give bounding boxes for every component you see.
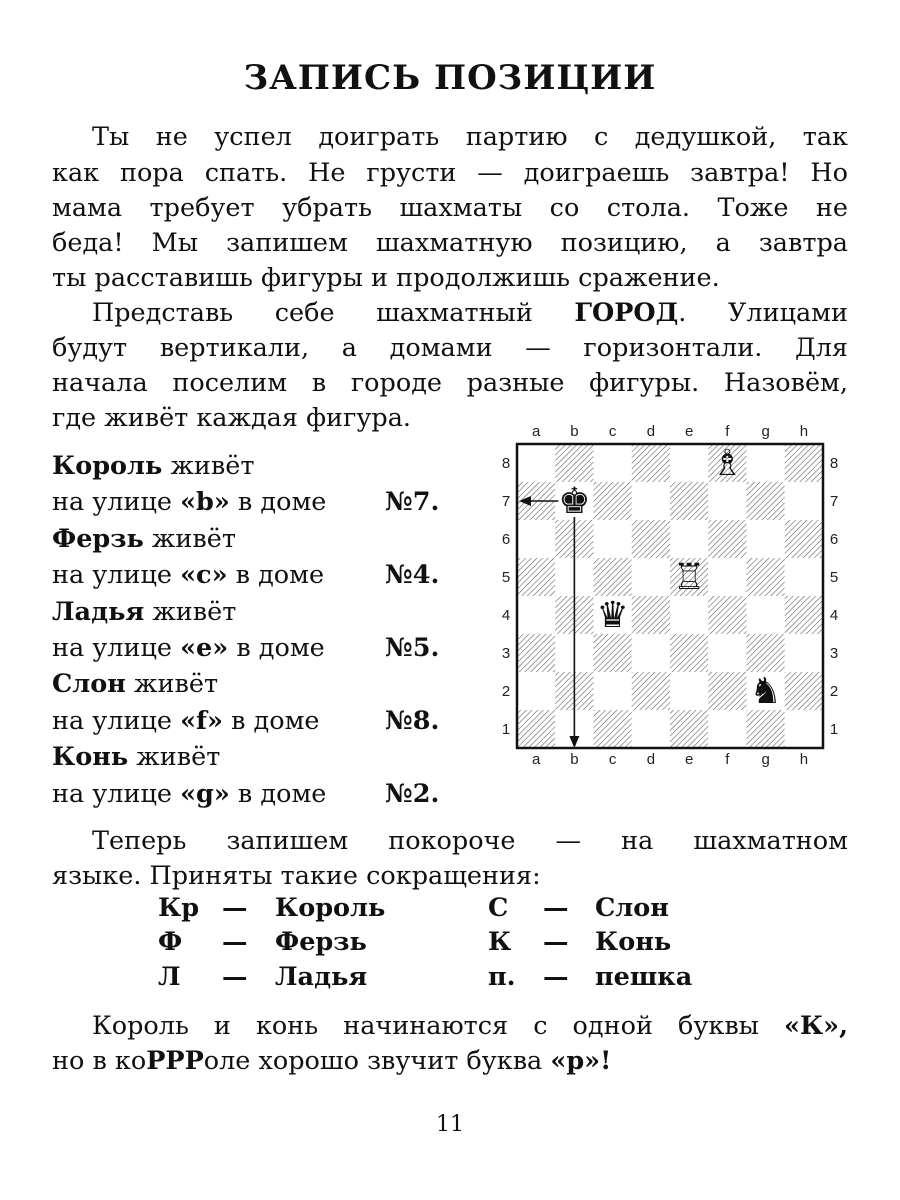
piece-address-line (52, 703, 472, 740)
piece-name: Слон (52, 669, 126, 700)
piece-address-line (52, 484, 472, 521)
file-label-top: c (608, 423, 617, 440)
street-letter: «c» (180, 560, 228, 591)
file-label-top: a (531, 423, 541, 440)
board-square-h1 (785, 710, 823, 748)
abbreviation: К (488, 927, 512, 957)
file-label-top: b (570, 423, 579, 440)
board-square-f3 (708, 634, 746, 672)
text-line: где живёт каждая фигура. (52, 403, 412, 433)
file-label-bottom: g (761, 751, 770, 768)
board-square-a4 (517, 596, 555, 634)
file-label-bottom: e (684, 751, 694, 768)
board-square-h3 (785, 634, 823, 672)
board-square-h4 (785, 596, 823, 634)
rank-label-left: 6 (501, 531, 511, 548)
board-square-d3 (632, 634, 670, 672)
piece-name-line (52, 521, 236, 558)
board-square-h5 (785, 558, 823, 596)
rank-label-right: 8 (829, 455, 839, 472)
abbreviation: Ф (158, 927, 183, 957)
board-square-a3 (517, 634, 555, 672)
abbreviation-dash: — (543, 893, 569, 923)
street-letter: «b» (180, 487, 230, 518)
file-label-top: f (725, 423, 730, 440)
board-square-d6 (632, 520, 670, 558)
board-square-e7 (670, 482, 708, 520)
abbreviation-meaning: пешка (595, 962, 693, 992)
board-square-g6 (747, 520, 785, 558)
text-span: живёт (128, 742, 221, 773)
text-span: . Улицами (678, 298, 848, 328)
board-square-e1 (670, 710, 708, 748)
bold-letter-k: «К», (784, 1011, 848, 1041)
piece-name-line (52, 448, 254, 485)
piece-name: Ферзь (52, 523, 144, 554)
board-square-e2 (670, 672, 708, 710)
board-square-e6 (670, 520, 708, 558)
board-square-f5 (708, 558, 746, 596)
text-line: начала поселим в городе разные фигуры. Назовём, (52, 368, 848, 398)
board-square-d7 (632, 482, 670, 520)
rank-label-left: 5 (501, 569, 511, 586)
street-letter: «e» (180, 633, 229, 663)
file-label-bottom: c (608, 751, 617, 768)
chess-diagram (490, 418, 850, 778)
text-line: языке. Приняты такие сокращения: (52, 861, 541, 891)
abbreviation: С (488, 893, 509, 923)
board-square-f2 (708, 672, 746, 710)
abbreviation-meaning: Ферзь (275, 927, 367, 957)
text-span: на улице (52, 487, 181, 518)
text-span: на улице (52, 560, 181, 591)
rank-label-right: 6 (829, 531, 839, 548)
bold-rrr: РРР (146, 1046, 204, 1076)
board-square-b8 (555, 444, 593, 482)
abbreviation-dash: — (222, 962, 248, 992)
abbreviation-meaning: Король (275, 893, 386, 923)
text-span: в доме (228, 633, 325, 663)
board-square-f4 (708, 596, 746, 634)
board-square-f7 (708, 482, 746, 520)
file-label-bottom: b (570, 751, 579, 768)
text-span: Король и конь начинаются с одной буквы (92, 1011, 785, 1041)
file-label-bottom: f (725, 751, 730, 768)
board-square-h2 (785, 672, 823, 710)
text-span: но в ко (52, 1046, 147, 1076)
board-square-g1 (747, 710, 785, 748)
file-label-bottom: a (531, 751, 541, 768)
abbreviation: Кр (158, 893, 200, 923)
piece-address-line (52, 776, 472, 813)
rank-label-right: 7 (829, 493, 839, 510)
board-square-g5 (747, 558, 785, 596)
text-line: Теперь запишем покороче — на шахматном (92, 826, 848, 856)
chess-board (490, 418, 850, 778)
street-letter: «g» (180, 778, 230, 809)
text-span: в доме (222, 705, 320, 736)
black-king-icon: ♚ (558, 481, 591, 522)
rank-label-right: 2 (829, 683, 839, 700)
white-rook-icon: ♖ (672, 557, 706, 598)
piece-address-line (52, 557, 472, 594)
text-line (52, 1044, 848, 1078)
house-number: №5. (385, 633, 440, 663)
rank-label-left: 2 (501, 683, 511, 700)
text-span: на улице (52, 778, 181, 809)
board-square-c8 (594, 444, 632, 482)
board-square-e3 (670, 634, 708, 672)
file-label-top: d (646, 423, 656, 440)
house-number: №7. (385, 487, 440, 518)
text-line: мама требует убрать шахматы со стола. Тоже не (52, 193, 848, 223)
text-line: Ты не успел доиграть партию с дедушкой, так (92, 122, 848, 152)
abbreviation-meaning: Ладья (275, 962, 368, 992)
abbreviation-dash: — (222, 927, 248, 957)
text-span: на улице (52, 705, 181, 736)
text-line: будут вертикали, а домами — горизонтали. Для (52, 333, 848, 363)
file-label-top: h (799, 423, 809, 440)
text-line (52, 296, 848, 330)
board-square-h7 (785, 482, 823, 520)
rank-label-left: 1 (501, 721, 511, 738)
page-title: ЗАПИСЬ ПОЗИЦИИ (243, 58, 657, 98)
text-line: ты расставишь фигуры и продолжишь сражение. (52, 263, 720, 293)
board-square-c7 (594, 482, 632, 520)
board-square-g7 (747, 482, 785, 520)
text-span: в доме (229, 778, 327, 809)
board-square-c5 (594, 558, 632, 596)
abbreviation-dash: — (222, 893, 248, 923)
white-bishop-icon: ♗ (711, 443, 744, 484)
board-square-g8 (747, 444, 785, 482)
board-square-d8 (632, 444, 670, 482)
board-square-c2 (594, 672, 632, 710)
board-square-a5 (517, 558, 555, 596)
board-square-g3 (747, 634, 785, 672)
rank-label-right: 5 (829, 569, 839, 586)
board-square-a8 (517, 444, 555, 482)
board-square-e8 (670, 444, 708, 482)
board-square-d1 (632, 710, 670, 748)
board-square-f6 (708, 520, 746, 558)
abbreviation: Л (158, 962, 181, 992)
rank-label-left: 3 (501, 645, 511, 662)
board-square-d2 (632, 672, 670, 710)
abbreviation: п. (488, 962, 516, 992)
black-knight-icon: ♞ (749, 671, 782, 712)
abbreviation-meaning: Слон (595, 893, 669, 923)
abbreviation-dash: — (543, 927, 569, 957)
rank-label-left: 8 (501, 455, 511, 472)
file-label-bottom: h (799, 751, 809, 768)
abbreviation-meaning: Конь (595, 927, 672, 957)
board-square-a6 (517, 520, 555, 558)
board-square-c1 (594, 710, 632, 748)
text-span: живёт (162, 451, 255, 481)
board-square-d4 (632, 596, 670, 634)
house-number: №2. (385, 778, 440, 809)
board-square-h8 (785, 444, 823, 482)
rank-label-right: 4 (829, 607, 839, 624)
board-square-e4 (670, 596, 708, 634)
text-span: живёт (144, 596, 237, 627)
bold-letter-r: «р»! (550, 1046, 612, 1076)
house-number: №4. (385, 560, 440, 591)
file-label-top: g (761, 423, 770, 440)
file-label-bottom: d (646, 751, 656, 768)
text-line: беда! Мы запишем шахматную позицию, а завтра (52, 228, 848, 258)
board-square-c3 (594, 634, 632, 672)
text-span: на улице (52, 633, 181, 663)
file-label-top: e (684, 423, 694, 440)
board-square-g4 (747, 596, 785, 634)
piece-name-line (52, 594, 236, 631)
abbreviation-dash: — (543, 962, 569, 992)
text-line: как пора спать. Не грусти — доиграешь завтра! Но (52, 158, 848, 188)
piece-address-line (52, 630, 472, 667)
piece-name-line (52, 666, 218, 703)
text-span: в доме (227, 560, 325, 591)
black-queen-icon: ♛ (596, 595, 629, 636)
text-span: Представь себе шахматный (92, 298, 575, 328)
board-square-h6 (785, 520, 823, 558)
house-number: №8. (385, 705, 440, 736)
piece-name: Король (52, 451, 163, 481)
text-span: в доме (229, 487, 327, 518)
page-number: 11 (436, 1112, 464, 1137)
text-span: живёт (125, 669, 219, 700)
board-square-c6 (594, 520, 632, 558)
rank-label-right: 1 (829, 721, 839, 738)
piece-name: Ладья (52, 596, 145, 627)
street-letter: «f» (180, 705, 223, 736)
bold-word-city: ГОРОД (574, 298, 679, 328)
piece-name: Конь (52, 742, 129, 773)
board-square-a1 (517, 710, 555, 748)
board-square-d5 (632, 558, 670, 596)
text-span: живёт (143, 523, 236, 554)
rank-label-left: 7 (501, 493, 511, 510)
board-square-f1 (708, 710, 746, 748)
rank-label-left: 4 (501, 607, 511, 624)
text-line (52, 1009, 848, 1043)
text-span: оле хорошо звучит буква (203, 1046, 551, 1076)
rank-label-right: 3 (829, 645, 839, 662)
board-square-a2 (517, 672, 555, 710)
piece-name-line (52, 739, 220, 776)
